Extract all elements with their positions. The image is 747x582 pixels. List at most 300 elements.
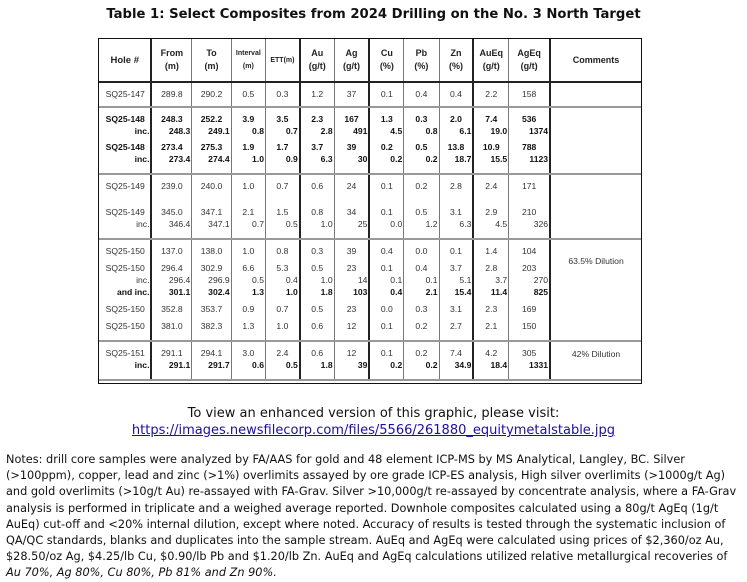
hole-id: and inc.: [116, 287, 150, 297]
cell-value: 345.0: [161, 207, 183, 217]
cell-value: 5.3: [276, 263, 289, 273]
column-header: [99, 39, 151, 82]
value-cell: [192, 82, 231, 107]
cell-value: 0.1: [380, 89, 393, 99]
cell-value: 24: [346, 181, 357, 191]
cell-value: 0.1: [449, 246, 462, 256]
cell-value: 788: [521, 142, 537, 152]
cell-value: 1.3: [380, 114, 393, 124]
cell-value: 353.7: [200, 304, 223, 314]
cell-value: 1123: [529, 154, 549, 164]
value-cell: [473, 82, 508, 107]
column-header: [509, 39, 550, 82]
value-cell: [192, 341, 231, 380]
value-cell: [266, 82, 300, 107]
cell-value: 1.5: [276, 207, 289, 217]
value-cell: [439, 82, 473, 107]
cell-value: 273.4: [168, 154, 191, 164]
header-unit: (m): [204, 61, 219, 71]
cell-value: 210: [521, 207, 537, 217]
table-row-group: [99, 174, 641, 239]
value-cell: [300, 82, 334, 107]
cell-value: 0.1: [380, 348, 393, 358]
cell-value: 0.4: [285, 275, 298, 285]
cell-value: 1.2: [311, 89, 324, 99]
cell-value: 0.4: [449, 89, 462, 99]
cell-value: 240.0: [200, 181, 223, 191]
value-cell: [439, 107, 473, 174]
cell-value: 2.1: [485, 321, 498, 331]
header-label: AuEq: [479, 48, 504, 58]
cell-value: 0.7: [276, 304, 289, 314]
value-cell: [404, 82, 439, 107]
cell-value: 18.7: [454, 154, 472, 164]
cell-value: 301.1: [168, 287, 191, 297]
cell-value: 0.8: [276, 246, 289, 256]
cell-value: 291.1: [168, 360, 191, 370]
cell-value: 2.8: [485, 263, 498, 273]
cell-value: 0.8: [311, 207, 324, 217]
value-cell: [300, 174, 334, 239]
cell-value: 23: [346, 304, 357, 314]
cell-value: 0.5: [285, 219, 298, 229]
cell-value: 0.4: [415, 89, 428, 99]
value-cell: [509, 107, 550, 174]
cell-value: 1.8: [320, 360, 333, 370]
cell-value: 25: [357, 219, 368, 229]
cell-value: 346.4: [168, 219, 191, 229]
cell-value: 290.2: [200, 89, 223, 99]
cell-value: 39: [357, 360, 368, 370]
value-cell: [473, 341, 508, 380]
column-header: [151, 39, 191, 82]
cell-value: 10.9: [482, 142, 500, 152]
cell-value: 171: [521, 181, 537, 191]
cell-value: 30: [357, 154, 368, 164]
cell-value: 302.4: [208, 287, 230, 297]
cell-value: 0.3: [311, 246, 324, 256]
cell-value: 6.1: [459, 126, 472, 136]
cell-value: 138.0: [200, 246, 223, 256]
value-cell: [404, 107, 439, 174]
cell-value: 37: [346, 89, 357, 99]
table-row-group: [99, 107, 641, 174]
comment-text: [551, 113, 641, 115]
value-cell: [404, 341, 439, 380]
header-unit: (m): [242, 63, 254, 70]
column-header: [231, 39, 265, 82]
column-header: [550, 39, 641, 82]
header-label: Interval: [235, 50, 261, 57]
cell-value: 270: [533, 275, 549, 285]
hole-id: SQ25-148: [105, 114, 145, 124]
cell-value: 167: [344, 114, 359, 124]
value-cell: [334, 82, 369, 107]
value-cell: [231, 107, 265, 174]
cell-value: 0.2: [415, 348, 428, 358]
cell-value: 2.3: [311, 114, 324, 124]
cell-value: 0.7: [285, 126, 298, 136]
cell-value: 2.8: [449, 181, 462, 191]
column-header: [404, 39, 439, 82]
cell-value: 150: [521, 321, 537, 331]
cell-value: 0.7: [252, 219, 264, 229]
cell-value: 1.0: [276, 321, 289, 331]
cell-value: 4.5: [390, 126, 403, 136]
cell-value: 0.9: [285, 154, 298, 164]
header-label: Zn: [450, 48, 462, 58]
cell-value: 296.9: [208, 275, 230, 285]
hole-cell: [99, 82, 151, 107]
cell-value: 347.1: [200, 207, 223, 217]
cell-value: 248.3: [161, 114, 183, 124]
cell-value: 0.6: [311, 348, 324, 358]
column-header: [439, 39, 473, 82]
hole-id: inc.: [136, 219, 150, 229]
cell-value: 11.4: [490, 287, 508, 297]
cell-value: 3.1: [449, 207, 462, 217]
cell-value: 0.6: [252, 360, 264, 370]
cell-value: 536: [521, 114, 537, 124]
cell-value: 0.5: [252, 275, 264, 285]
cell-value: 15.4: [454, 287, 472, 297]
cell-value: 1.3: [242, 321, 255, 331]
cell-value: 4.2: [485, 348, 498, 358]
cell-value: 1.0: [252, 154, 264, 164]
value-cell: [369, 239, 403, 341]
column-header: [334, 39, 369, 82]
cell-value: 0.1: [390, 275, 403, 285]
value-cell: [369, 341, 403, 380]
cell-value: 3.5: [276, 114, 289, 124]
cell-value: 2.1: [425, 287, 438, 297]
cell-value: 0.2: [390, 360, 403, 370]
cell-value: 347.1: [208, 219, 230, 229]
cell-value: 2.1: [242, 207, 255, 217]
value-cell: [151, 82, 191, 107]
cell-value: 39: [346, 142, 357, 152]
cell-value: 1.0: [285, 287, 298, 297]
value-cell: [192, 239, 231, 341]
cell-value: 104: [521, 246, 537, 256]
cell-value: 0.0: [380, 304, 393, 314]
header-unit: (g/t): [482, 61, 500, 71]
table-row-group: [99, 239, 641, 341]
cell-value: 2.4: [276, 348, 289, 358]
value-cell: [334, 174, 369, 239]
value-cell: [231, 239, 265, 341]
value-cell: [192, 107, 231, 174]
value-cell: [404, 174, 439, 239]
cell-value: 34: [346, 207, 357, 217]
cell-value: 326: [533, 219, 549, 229]
cell-value: 0.5: [311, 304, 324, 314]
cell-value: 6.3: [320, 154, 333, 164]
notes-text: Notes: drill core samples were analyzed by FA/AAS for gold and 48 element ICP-MS by MS Analytical, Langley, BC. Silver (>100ppm), copper, lead and zinc (>1%) overlimits assayed by ore grade ICP-ES analysis, High silver overlimits (>1000g/t Ag) and gold overlimits (>10g/t Au) re-assayed with FA-Grav. Silver >10,000g/t re-assayed by concentrate analysis, where a FA-Grav analysis is performed in triplicate and a weighed average reported. Downhole composites calculated using a 80g/t AgEq (1g/t AuEq) cut-off and <20% internal dilution, except where noted. Accuracy of results is tested through the systematic inclusion of QA/QC standards, blanks and duplicates into the sample stream. AuEq and AgEq were calculated using prices of $2,360/oz Au, $28.50/oz Ag, $4.25/lb Cu, $0.90/lb Pb and $1.20/lb Zn. AuEq and AgEq calculations utilized relative metallurgical recoveries of: [6, 453, 737, 564]
value-cell: [369, 107, 403, 174]
cell-value: 239.0: [161, 181, 183, 191]
cell-value: 0.5: [285, 360, 298, 370]
notes-recoveries: Au 70%, Ag 80%, Cu 80%, Pb 81% and Zn 90%.: [6, 566, 277, 580]
cell-value: 0.1: [380, 181, 393, 191]
value-cell: [151, 341, 191, 380]
cell-value: 294.1: [200, 348, 223, 358]
cell-value: 273.4: [161, 142, 183, 152]
cell-value: 34.9: [454, 360, 472, 370]
cell-value: 14: [357, 275, 368, 285]
cell-value: 0.1: [380, 263, 393, 273]
header-label: Comments: [572, 54, 620, 65]
header-row: [99, 39, 641, 82]
cell-value: 6.3: [459, 219, 472, 229]
cell-value: 1.0: [320, 275, 333, 285]
cell-value: 825: [533, 287, 549, 297]
cell-value: 491: [353, 126, 368, 136]
cell-value: 0.3: [415, 304, 428, 314]
cell-value: 0.1: [380, 207, 393, 217]
cell-value: 103: [353, 287, 368, 297]
header-label: ETT(m): [270, 56, 295, 64]
value-cell: [509, 239, 550, 341]
cell-value: 0.0: [415, 246, 428, 256]
value-cell: [473, 174, 508, 239]
cell-value: 23: [346, 263, 357, 273]
cell-value: 2.4: [485, 181, 498, 191]
value-cell: [473, 107, 508, 174]
cell-value: 0.3: [276, 89, 289, 99]
cell-value: 1331: [528, 360, 549, 370]
cell-value: 0.2: [425, 154, 438, 164]
cell-value: 3.7: [311, 142, 324, 152]
cell-value: 2.0: [449, 114, 462, 124]
header-label: From: [160, 48, 184, 58]
value-cell: [300, 107, 334, 174]
table-row-group: [99, 341, 641, 380]
value-cell: [509, 82, 550, 107]
cell-value: 0.2: [425, 360, 438, 370]
hole-cell: [99, 239, 151, 341]
hole-id: SQ25-150: [105, 304, 145, 314]
value-cell: [151, 239, 191, 341]
cell-value: 0.5: [415, 142, 428, 152]
header-unit: (g/t): [520, 61, 538, 71]
hole-cell: [99, 174, 151, 239]
comment-text: 63.5% Dilution: [568, 256, 624, 266]
cell-value: 305: [521, 348, 537, 358]
cell-value: 203: [521, 263, 537, 273]
value-cell: [439, 239, 473, 341]
value-cell: [266, 341, 300, 380]
cell-value: 0.5: [242, 89, 255, 99]
header-label: Hole #: [110, 54, 139, 66]
cell-value: 12: [346, 348, 357, 358]
value-cell: [231, 174, 265, 239]
hole-id: SQ25-149: [105, 181, 145, 191]
comment-cell: [550, 107, 641, 174]
cell-value: 296.4: [161, 263, 183, 273]
value-cell: [300, 239, 334, 341]
table-row-group: [99, 82, 641, 107]
comment-text: 42% Dilution: [571, 349, 621, 359]
cell-value: 3.7: [449, 263, 462, 273]
cell-value: 7.4: [485, 114, 498, 124]
comment-cell: [550, 341, 641, 380]
column-header: [473, 39, 508, 82]
cell-value: 0.8: [425, 126, 438, 136]
value-cell: [439, 341, 473, 380]
cell-value: 1.8: [320, 287, 333, 297]
hole-id: SQ25-150: [105, 246, 145, 256]
value-cell: [404, 239, 439, 341]
hole-id: SQ25-151: [105, 348, 145, 358]
cell-value: 289.8: [161, 89, 183, 99]
cell-value: 291.1: [161, 348, 183, 358]
value-cell: [300, 341, 334, 380]
cell-value: 1.0: [242, 246, 255, 256]
value-cell: [334, 107, 369, 174]
notes-paragraph: [6, 452, 742, 582]
cell-value: 0.7: [276, 181, 289, 191]
cell-value: 3.7: [495, 275, 508, 285]
table-title: Table 1: Select Composites from 2024 Drilling on the No. 3 North Target: [106, 7, 641, 22]
header-label: Au: [311, 48, 324, 58]
cell-value: 39: [346, 246, 357, 256]
hole-id: SQ25-147: [105, 89, 145, 99]
value-cell: [266, 174, 300, 239]
cell-value: 0.4: [390, 287, 403, 297]
value-cell: [266, 239, 300, 341]
header-unit: (m): [164, 61, 179, 71]
hole-id: SQ25-150: [105, 321, 145, 331]
cell-value: 12: [346, 321, 357, 331]
cell-value: 0.5: [311, 263, 324, 273]
column-header: [369, 39, 403, 82]
value-cell: [231, 82, 265, 107]
enhanced-version-note: [0, 405, 747, 439]
cell-value: 6.6: [242, 263, 255, 273]
header-unit: (%): [448, 61, 463, 71]
cell-value: 0.5: [415, 207, 428, 217]
cell-value: 18.4: [490, 360, 508, 370]
cell-value: 5.1: [459, 275, 472, 285]
header-label: To: [206, 48, 217, 58]
cell-value: 352.8: [161, 304, 183, 314]
comment-text: [551, 180, 641, 182]
cell-value: 302.9: [200, 263, 223, 273]
value-cell: [266, 107, 300, 174]
value-cell: [192, 174, 231, 239]
column-header: [192, 39, 231, 82]
cell-value: 0.1: [380, 321, 393, 331]
cell-value: 275.3: [200, 142, 223, 152]
header-label: Pb: [415, 48, 428, 58]
cell-value: 4.5: [495, 219, 508, 229]
value-cell: [369, 82, 403, 107]
header-label: AgEq: [517, 48, 541, 58]
header-label: Cu: [380, 48, 393, 58]
column-header: [300, 39, 334, 82]
composites-table: [99, 39, 641, 381]
value-cell: [151, 107, 191, 174]
comment-text: [551, 88, 641, 90]
hole-id: SQ25-149: [105, 207, 145, 217]
table-body: [99, 82, 641, 380]
cell-value: 1.7: [276, 142, 289, 152]
cell-value: 0.0: [390, 219, 403, 229]
cell-value: 0.3: [415, 114, 428, 124]
hole-id: inc.: [136, 275, 150, 285]
cell-value: 0.4: [415, 263, 428, 273]
cell-value: 0.6: [311, 321, 324, 331]
cell-value: 169: [521, 304, 537, 314]
cell-value: 291.7: [208, 360, 230, 370]
cell-value: 3.0: [242, 348, 255, 358]
hole-id: SQ25-150: [105, 263, 145, 273]
cell-value: 15.5: [490, 154, 508, 164]
cell-value: 13.8: [447, 142, 465, 152]
cell-value: 2.3: [485, 304, 498, 314]
hole-cell: [99, 341, 151, 380]
cell-value: 19.0: [490, 126, 508, 136]
cell-value: 252.2: [200, 114, 223, 124]
visit-text: To view an enhanced version of this graphic, please visit:: [187, 406, 560, 421]
column-header: [266, 39, 300, 82]
header-unit: (%): [379, 61, 394, 71]
cell-value: 249.1: [208, 126, 230, 136]
cell-value: 248.3: [168, 126, 191, 136]
value-cell: [473, 239, 508, 341]
cell-value: 1.3: [252, 287, 264, 297]
cell-value: 1.0: [242, 181, 255, 191]
hole-cell: [99, 107, 151, 174]
cell-value: 0.1: [425, 275, 438, 285]
cell-value: 7.4: [449, 348, 462, 358]
cell-value: 0.2: [415, 181, 428, 191]
value-cell: [439, 174, 473, 239]
cell-value: 2.2: [485, 89, 498, 99]
value-cell: [151, 174, 191, 239]
hole-id: SQ25-148: [105, 142, 145, 152]
cell-value: 2.9: [485, 207, 498, 217]
cell-value: 0.2: [415, 321, 428, 331]
cell-value: 0.2: [390, 154, 403, 164]
hole-id: inc.: [134, 154, 150, 164]
value-cell: [231, 341, 265, 380]
cell-value: 0.4: [380, 246, 393, 256]
cell-value: 158: [521, 89, 537, 99]
cell-value: 0.6: [311, 181, 324, 191]
comment-cell: [550, 82, 641, 107]
comment-cell: [550, 239, 641, 341]
cell-value: 1.0: [320, 219, 333, 229]
comment-cell: [550, 174, 641, 239]
value-cell: [509, 341, 550, 380]
cell-value: 382.3: [200, 321, 223, 331]
value-cell: [369, 174, 403, 239]
cell-value: 1.4: [485, 246, 498, 256]
cell-value: 137.0: [161, 246, 183, 256]
cell-value: 2.8: [320, 126, 333, 136]
enhanced-graphic-link[interactable]: https://images.newsfilecorp.com/files/5566/261880_equitymetalstable.jpg: [131, 423, 616, 438]
cell-value: 3.9: [242, 114, 255, 124]
cell-value: 0.2: [380, 142, 393, 152]
value-cell: [334, 341, 369, 380]
cell-value: 274.4: [208, 154, 230, 164]
cell-value: 296.4: [168, 275, 191, 285]
cell-value: 381.0: [161, 321, 183, 331]
cell-value: 0.8: [252, 126, 264, 136]
header-unit: (g/t): [343, 61, 361, 71]
